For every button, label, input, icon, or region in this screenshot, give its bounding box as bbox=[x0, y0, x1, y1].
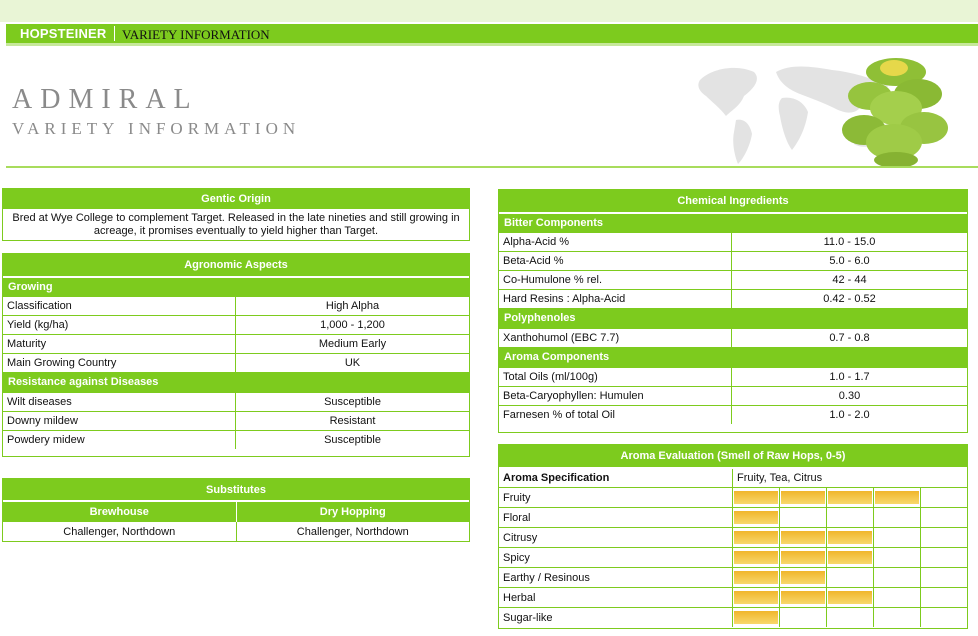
row-label: Total Oils (ml/100g) bbox=[499, 368, 732, 386]
row-label: Powdery midew bbox=[3, 431, 236, 449]
aroma-score-row bbox=[499, 587, 967, 607]
score-cell-empty bbox=[874, 608, 921, 627]
aroma-label: Herbal bbox=[499, 588, 733, 607]
score-cell-empty bbox=[921, 588, 967, 607]
growing-section: Growing bbox=[3, 276, 469, 296]
polyphenoles-section: Polyphenoles bbox=[499, 308, 967, 328]
score-cell-empty bbox=[921, 548, 967, 567]
agronomic-panel bbox=[2, 253, 470, 457]
score-cell-filled bbox=[733, 608, 780, 627]
score-cell-empty bbox=[921, 528, 967, 547]
row-label: Xanthohumol (EBC 7.7) bbox=[499, 329, 732, 347]
table-row bbox=[499, 328, 967, 347]
score-cell-empty bbox=[874, 528, 921, 547]
aroma-label: Fruity bbox=[499, 488, 733, 507]
row-value: 1,000 - 1,200 bbox=[320, 319, 385, 331]
header-subtitle: VARIETY INFORMATION bbox=[122, 27, 270, 42]
chemical-header: Chemical Ingredients bbox=[499, 190, 967, 212]
origin-text: Bred at Wye College to complement Target. Released in the late nineties and still growing in acreage, it promises eventually to yield higher than Target. bbox=[12, 212, 460, 237]
aroma-rows bbox=[499, 487, 967, 627]
aroma-score-bar bbox=[733, 528, 967, 547]
row-label: Classification bbox=[3, 297, 236, 315]
aroma-score-bar bbox=[733, 488, 967, 507]
score-cell-filled bbox=[827, 488, 874, 507]
aroma-score-row bbox=[499, 487, 967, 507]
substitutes-header: Substitutes bbox=[3, 479, 469, 500]
score-cell-filled bbox=[733, 588, 780, 607]
table-row bbox=[3, 315, 469, 334]
table-row bbox=[499, 386, 967, 405]
score-cell-filled bbox=[780, 568, 827, 587]
aroma-score-bar bbox=[733, 608, 967, 627]
aroma-score-row bbox=[499, 607, 967, 627]
row-label: Main Growing Country bbox=[3, 354, 236, 372]
brewhouse-header: Brewhouse bbox=[3, 502, 237, 522]
aroma-label: Citrusy bbox=[499, 528, 733, 547]
table-row bbox=[3, 353, 469, 372]
score-cell-empty bbox=[780, 608, 827, 627]
row-label: Alpha-Acid % bbox=[499, 233, 732, 251]
header-bar bbox=[6, 24, 978, 46]
score-cell-filled bbox=[780, 548, 827, 567]
substitutes-column-headers bbox=[3, 500, 469, 522]
row-label: Beta-Caryophyllen: Humulen bbox=[499, 387, 732, 405]
score-cell-empty bbox=[921, 488, 967, 507]
score-cell-empty bbox=[921, 508, 967, 527]
score-cell-filled bbox=[780, 588, 827, 607]
aroma-components-section: Aroma Components bbox=[499, 347, 967, 367]
row-value: 1.0 - 1.7 bbox=[829, 371, 870, 383]
substitutes-panel bbox=[2, 478, 470, 542]
aroma-score-row bbox=[499, 507, 967, 527]
row-label: Farnesen % of total Oil bbox=[499, 406, 732, 424]
aroma-spec-value: Fruity, Tea, Citrus bbox=[737, 472, 823, 484]
row-value: 0.7 - 0.8 bbox=[829, 332, 870, 344]
row-label: Co-Humulone % rel. bbox=[499, 271, 732, 289]
title-divider bbox=[6, 166, 978, 168]
aroma-evaluation-panel bbox=[498, 444, 968, 629]
row-value: 0.30 bbox=[838, 390, 861, 402]
row-label: Downy mildew bbox=[3, 412, 236, 430]
origin-header: Gentic Origin bbox=[3, 189, 469, 209]
row-value: 42 - 44 bbox=[832, 274, 867, 286]
score-cell-empty bbox=[780, 508, 827, 527]
score-cell-empty bbox=[827, 508, 874, 527]
aroma-score-row bbox=[499, 527, 967, 547]
aroma-score-bar bbox=[733, 548, 967, 567]
chemical-panel bbox=[498, 189, 968, 433]
row-value: UK bbox=[344, 357, 361, 369]
row-label: Yield (kg/ha) bbox=[3, 316, 236, 334]
score-cell-filled bbox=[733, 568, 780, 587]
brand-name: HOPSTEINER bbox=[20, 26, 107, 41]
row-value: 11.0 - 15.0 bbox=[823, 236, 876, 248]
row-value: Susceptible bbox=[324, 396, 381, 408]
score-cell-filled bbox=[827, 548, 874, 567]
top-strip bbox=[0, 0, 978, 22]
score-cell-filled bbox=[827, 588, 874, 607]
row-value: 1.0 - 2.0 bbox=[829, 409, 870, 421]
row-label: Hard Resins : Alpha-Acid bbox=[499, 290, 732, 308]
aroma-label: Spicy bbox=[499, 548, 733, 567]
score-cell-empty bbox=[827, 608, 874, 627]
score-cell-empty bbox=[874, 548, 921, 567]
table-row bbox=[3, 411, 469, 430]
row-value: 0.42 - 0.52 bbox=[823, 293, 876, 305]
score-cell-filled bbox=[780, 528, 827, 547]
variety-title: ADMIRAL bbox=[12, 84, 199, 115]
variety-subtitle: VARIETY INFORMATION bbox=[12, 119, 301, 138]
aroma-score-row bbox=[499, 547, 967, 567]
table-row bbox=[3, 392, 469, 411]
brand-separator bbox=[114, 26, 115, 41]
table-row bbox=[3, 334, 469, 353]
bitter-section: Bitter Components bbox=[499, 212, 967, 232]
score-cell-empty bbox=[827, 568, 874, 587]
table-row bbox=[3, 430, 469, 449]
agronomic-header: Agronomic Aspects bbox=[3, 254, 469, 276]
hop-cone-image bbox=[826, 52, 966, 168]
table-row bbox=[499, 232, 967, 251]
table-row bbox=[499, 367, 967, 386]
table-row bbox=[499, 251, 967, 270]
aroma-spec-label: Aroma Specification bbox=[499, 469, 733, 487]
score-cell-filled bbox=[733, 488, 780, 507]
origin-panel bbox=[2, 188, 470, 241]
table-row bbox=[3, 296, 469, 315]
row-value: Resistant bbox=[329, 415, 376, 427]
row-value: Medium Early bbox=[318, 338, 387, 350]
aroma-spec-row bbox=[499, 467, 967, 487]
aroma-score-bar bbox=[733, 568, 967, 587]
table-row bbox=[499, 405, 967, 424]
score-cell-filled bbox=[827, 528, 874, 547]
aroma-evaluation-header: Aroma Evaluation (Smell of Raw Hops, 0-5) bbox=[499, 445, 967, 467]
score-cell-empty bbox=[874, 588, 921, 607]
substitutes-values bbox=[3, 522, 469, 541]
resistance-section: Resistance against Diseases bbox=[3, 372, 469, 392]
aroma-label: Sugar-like bbox=[499, 608, 733, 627]
score-cell-empty bbox=[921, 568, 967, 587]
row-label: Wilt diseases bbox=[3, 393, 236, 411]
aroma-label: Earthy / Resinous bbox=[499, 568, 733, 587]
row-label: Beta-Acid % bbox=[499, 252, 732, 270]
score-cell-empty bbox=[874, 508, 921, 527]
row-value: High Alpha bbox=[325, 300, 380, 312]
score-cell-filled bbox=[780, 488, 827, 507]
aroma-score-bar bbox=[733, 508, 967, 527]
row-label: Maturity bbox=[3, 335, 236, 353]
brewhouse-value: Challenger, Northdown bbox=[3, 522, 237, 541]
dry-hopping-header: Dry Hopping bbox=[319, 506, 386, 518]
aroma-label: Floral bbox=[499, 508, 733, 527]
aroma-score-bar bbox=[733, 588, 967, 607]
row-value: Susceptible bbox=[324, 434, 381, 446]
score-cell-filled bbox=[733, 548, 780, 567]
row-value: 5.0 - 6.0 bbox=[829, 255, 870, 267]
score-cell-empty bbox=[921, 608, 967, 627]
score-cell-empty bbox=[874, 568, 921, 587]
aroma-score-row bbox=[499, 567, 967, 587]
score-cell-filled bbox=[733, 528, 780, 547]
dry-hopping-value: Challenger, Northdown bbox=[296, 525, 409, 538]
score-cell-filled bbox=[733, 508, 780, 527]
table-row bbox=[499, 289, 967, 308]
score-cell-filled bbox=[874, 488, 921, 507]
table-row bbox=[499, 270, 967, 289]
